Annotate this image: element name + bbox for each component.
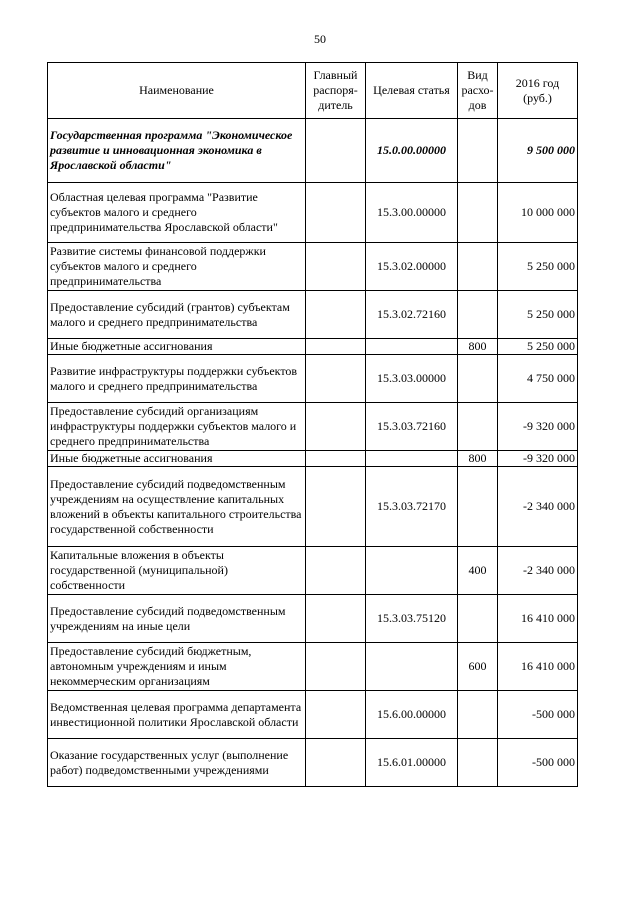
row-amount-cell: -2 340 000 xyxy=(498,467,578,547)
row-admin-cell xyxy=(306,243,366,291)
row-name-cell: Капитальные вложения в объекты государственной (муниципальной) собственности xyxy=(48,547,306,595)
table-header-row xyxy=(48,63,578,119)
row-admin-cell xyxy=(306,339,366,355)
header-name: Наименование xyxy=(48,63,306,119)
row-admin-cell xyxy=(306,119,366,183)
table-row xyxy=(48,547,578,595)
row-name-cell: Оказание государственных услуг (выполнение работ) подведомственными учреждениями xyxy=(48,739,306,787)
row-target-cell xyxy=(366,339,458,355)
row-target-cell: 15.0.00.00000 xyxy=(366,119,458,183)
row-type-cell xyxy=(458,119,498,183)
row-target-cell: 15.3.02.00000 xyxy=(366,243,458,291)
row-name-cell: Областная целевая программа "Развитие субъектов малого и среднего предпринимательства Ярославской области" xyxy=(48,183,306,243)
row-admin-cell xyxy=(306,403,366,451)
header-target: Целевая статья xyxy=(366,63,458,119)
row-target-cell xyxy=(366,547,458,595)
row-admin-cell xyxy=(306,691,366,739)
table-row xyxy=(48,403,578,451)
row-name-cell: Предоставление субсидий бюджетным, автономным учреждениям и иным некоммерческим организациям xyxy=(48,643,306,691)
row-type-cell xyxy=(458,403,498,451)
table-row xyxy=(48,451,578,467)
row-name-cell: Развитие системы финансовой поддержки субъектов малого и среднего предпринимательства xyxy=(48,243,306,291)
row-admin-cell xyxy=(306,547,366,595)
row-target-cell xyxy=(366,643,458,691)
row-type-cell: 400 xyxy=(458,547,498,595)
row-name-cell: Иные бюджетные ассигнования xyxy=(48,339,306,355)
row-type-cell xyxy=(458,243,498,291)
row-type-cell: 600 xyxy=(458,643,498,691)
table-row xyxy=(48,595,578,643)
table-row xyxy=(48,691,578,739)
row-target-cell: 15.3.03.00000 xyxy=(366,355,458,403)
row-name-cell: Предоставление субсидий подведомственным учреждениям на иные цели xyxy=(48,595,306,643)
row-target-cell: 15.6.00.00000 xyxy=(366,691,458,739)
row-name-cell: Предоставление субсидий (грантов) субъектам малого и среднего предпринимательства xyxy=(48,291,306,339)
table-row xyxy=(48,243,578,291)
table-row xyxy=(48,643,578,691)
table-body xyxy=(48,119,578,787)
row-name-cell: Государственная программа "Экономическое развитие и инновационная экономика в Ярославской области" xyxy=(48,119,306,183)
page-number: 50 xyxy=(314,32,326,46)
row-name-cell: Развитие инфраструктуры поддержки субъектов малого и среднего предпринимательства xyxy=(48,355,306,403)
table-row xyxy=(48,183,578,243)
row-amount-cell: 9 500 000 xyxy=(498,119,578,183)
row-amount-cell: 16 410 000 xyxy=(498,643,578,691)
row-type-cell: 800 xyxy=(458,339,498,355)
budget-table xyxy=(47,62,578,787)
row-type-cell xyxy=(458,355,498,403)
row-amount-cell: -500 000 xyxy=(498,739,578,787)
table-row xyxy=(48,467,578,547)
row-amount-cell: 5 250 000 xyxy=(498,339,578,355)
row-type-cell xyxy=(458,183,498,243)
row-name-cell: Предоставление субсидий организациям инфраструктуры поддержки субъектов малого и среднего предпринимательства xyxy=(48,403,306,451)
row-target-cell: 15.3.03.72160 xyxy=(366,403,458,451)
row-amount-cell: 16 410 000 xyxy=(498,595,578,643)
row-admin-cell xyxy=(306,643,366,691)
row-type-cell xyxy=(458,291,498,339)
row-name-cell: Предоставление субсидий подведомственным учреждениям на осуществление капитальных вложений в объекты капитального строительства государственной собственности xyxy=(48,467,306,547)
row-amount-cell: 5 250 000 xyxy=(498,291,578,339)
table-row xyxy=(48,739,578,787)
row-admin-cell xyxy=(306,739,366,787)
row-type-cell xyxy=(458,691,498,739)
row-amount-cell: 5 250 000 xyxy=(498,243,578,291)
row-type-cell xyxy=(458,467,498,547)
row-admin-cell xyxy=(306,467,366,547)
table-row xyxy=(48,291,578,339)
row-amount-cell: -9 320 000 xyxy=(498,451,578,467)
row-amount-cell: -500 000 xyxy=(498,691,578,739)
row-amount-cell: 10 000 000 xyxy=(498,183,578,243)
header-type: Вид расхо-дов xyxy=(458,63,498,119)
row-type-cell: 800 xyxy=(458,451,498,467)
row-target-cell: 15.3.03.75120 xyxy=(366,595,458,643)
row-admin-cell xyxy=(306,451,366,467)
row-target-cell: 15.3.00.00000 xyxy=(366,183,458,243)
row-target-cell: 15.6.01.00000 xyxy=(366,739,458,787)
header-admin: Главный распоря-дитель xyxy=(306,63,366,119)
table-row xyxy=(48,355,578,403)
row-target-cell: 15.3.02.72160 xyxy=(366,291,458,339)
row-type-cell xyxy=(458,595,498,643)
row-amount-cell: -2 340 000 xyxy=(498,547,578,595)
row-target-cell: 15.3.03.72170 xyxy=(366,467,458,547)
row-type-cell xyxy=(458,739,498,787)
row-amount-cell: -9 320 000 xyxy=(498,403,578,451)
table-row xyxy=(48,339,578,355)
row-target-cell xyxy=(366,451,458,467)
header-amount: 2016 год (руб.) xyxy=(498,63,578,119)
row-admin-cell xyxy=(306,595,366,643)
row-admin-cell xyxy=(306,183,366,243)
row-name-cell: Иные бюджетные ассигнования xyxy=(48,451,306,467)
row-name-cell: Ведомственная целевая программа департамента инвестиционной политики Ярославской области xyxy=(48,691,306,739)
table-row xyxy=(48,119,578,183)
row-admin-cell xyxy=(306,291,366,339)
row-admin-cell xyxy=(306,355,366,403)
row-amount-cell: 4 750 000 xyxy=(498,355,578,403)
